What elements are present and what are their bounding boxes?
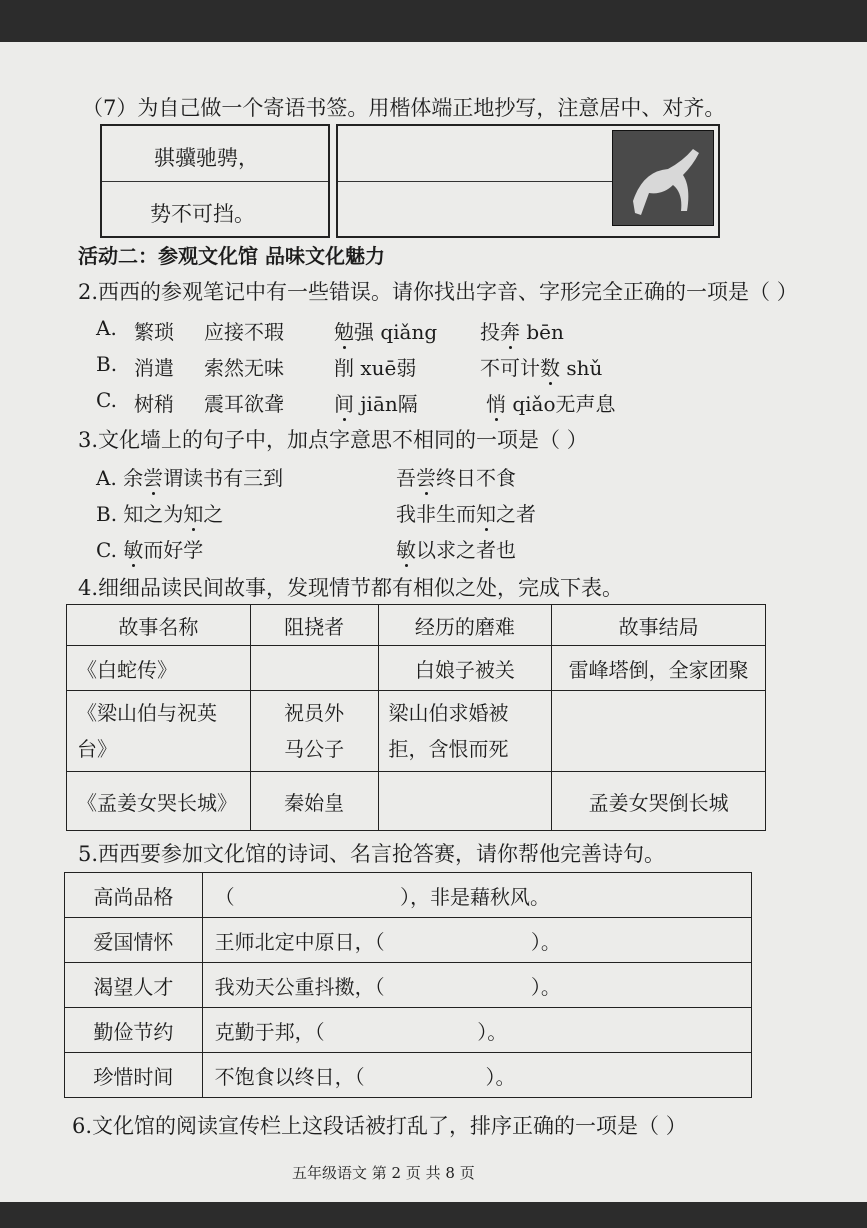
story-name-cell: 《梁山伯与祝英台》 — [67, 691, 251, 772]
story-name-cell: 《孟姜女哭长城》 — [67, 772, 251, 831]
q2-c-word-3: 间 jiān隔 — [334, 392, 418, 416]
q3-option-b-right: 我非生而知之者 — [396, 502, 536, 526]
q3-option-c[interactable]: C. 敏而好学 — [96, 538, 204, 562]
folk-story-table — [66, 604, 766, 831]
ending-cell: 雷峰塔倒，全家团聚 — [552, 646, 766, 691]
q3-option-c-right: 敏以求之者也 — [396, 538, 516, 562]
q2-c-word-1: 树稍 — [134, 392, 174, 416]
table-row — [65, 873, 752, 918]
q2-b-word-3: 削 xuē弱 — [334, 356, 417, 380]
header-hardship: 经历的磨难 — [378, 605, 552, 646]
bookmark-sample-box — [100, 124, 330, 238]
option-letter: B. — [96, 352, 118, 376]
table-row — [65, 918, 752, 963]
hardship-cell: 梁山伯求婚被拒，含恨而死 — [378, 691, 552, 772]
row-label: 爱国情怀 — [65, 918, 203, 963]
q2-a-word-4: 投奔 bēn — [480, 320, 564, 344]
q7-instruction: （7）为自己做一个寄语书签。用楷体端正地抄写，注意居中、对齐。 — [82, 96, 726, 120]
q2-a-word-1: 繁琐 — [134, 320, 174, 344]
page-footer: 五年级语文 第 2 页 共 8 页 — [292, 1164, 475, 1182]
table-row — [67, 646, 766, 691]
q2-a-word-2: 应接不瑕 — [204, 320, 284, 344]
q3-option-a-right: 吾尝终日不食 — [396, 466, 516, 490]
q2-b-word-2: 索然无味 — [204, 356, 284, 380]
header-story-name: 故事名称 — [67, 605, 251, 646]
option-letter: C. — [96, 388, 117, 412]
header-obstructor: 阻挠者 — [250, 605, 378, 646]
activity-2-title: 活动二：参观文化馆 品味文化魅力 — [78, 244, 385, 268]
hardship-cell-blank[interactable] — [378, 772, 552, 831]
q2-stem: 2.西西的参观笔记中有一些错误。请你找出字音、字形完全正确的一项是（ ） — [78, 280, 798, 304]
poem-blank-line[interactable]: 我劝天公重抖擞，（ ）。 — [202, 963, 751, 1008]
q3-stem: 3.文化墙上的句子中，加点字意思不相同的一项是（ ） — [78, 428, 588, 452]
galloping-horse-image — [612, 130, 714, 226]
poem-blank-line[interactable]: （ ），非是藉秋风。 — [202, 873, 751, 918]
table-row — [67, 691, 766, 772]
header-ending: 故事结局 — [552, 605, 766, 646]
row-label: 高尚品格 — [65, 873, 203, 918]
bookmark-line-2: 势不可挡。 — [150, 202, 255, 226]
row-label: 珍惜时间 — [65, 1053, 203, 1098]
q4-stem: 4.细细品读民间故事，发现情节都有相似之处，完成下表。 — [78, 576, 624, 600]
story-name-cell: 《白蛇传》 — [67, 646, 251, 691]
obstructor-cell: 秦始皇 — [250, 772, 378, 831]
q2-option-c[interactable] — [96, 388, 117, 412]
option-letter: A. — [96, 316, 117, 340]
table-row — [67, 772, 766, 831]
table-header-row — [67, 605, 766, 646]
table-row — [65, 963, 752, 1008]
poem-blank-line[interactable]: 不饱食以终日，（ ）。 — [202, 1053, 751, 1098]
q3-option-b[interactable]: B. 知之为知之 — [96, 502, 224, 526]
row-label: 勤俭节约 — [65, 1008, 203, 1053]
ending-cell: 孟姜女哭倒长城 — [552, 772, 766, 831]
q3-option-a[interactable]: A. 余尝谓读书有三到 — [96, 466, 284, 490]
poem-fill-table — [64, 872, 752, 1098]
q5-stem: 5.西西要参加文化馆的诗词、名言抢答赛，请你帮他完善诗句。 — [78, 842, 666, 866]
q2-b-word-1: 消遣 — [134, 356, 174, 380]
q2-c-word-4: 悄 qiǎo无声息 — [486, 392, 616, 416]
q2-c-word-2: 震耳欲聋 — [204, 392, 284, 416]
obstructor-cell-blank[interactable] — [250, 646, 378, 691]
exam-page — [0, 42, 867, 1202]
q6-stem: 6.文化馆的阅读宣传栏上这段话被打乱了，排序正确的一项是（ ） — [72, 1114, 687, 1138]
hardship-cell: 白娘子被关 — [378, 646, 552, 691]
obstructor-cell: 祝员外 马公子 — [250, 691, 378, 772]
q2-option-b[interactable] — [96, 352, 117, 376]
ending-cell-blank[interactable] — [552, 691, 766, 772]
q2-b-word-4: 不可计数 shǔ — [480, 356, 603, 380]
q2-a-word-3: 勉强 qiǎng — [334, 320, 438, 344]
table-row — [65, 1008, 752, 1053]
bookmark-line-1: 骐骥驰骋， — [154, 146, 259, 170]
poem-blank-line[interactable]: 克勤于邦，（ ）。 — [202, 1008, 751, 1053]
table-row — [65, 1053, 752, 1098]
q2-option-a[interactable] — [96, 316, 117, 340]
poem-blank-line[interactable]: 王师北定中原日，（ ）。 — [202, 918, 751, 963]
row-label: 渴望人才 — [65, 963, 203, 1008]
